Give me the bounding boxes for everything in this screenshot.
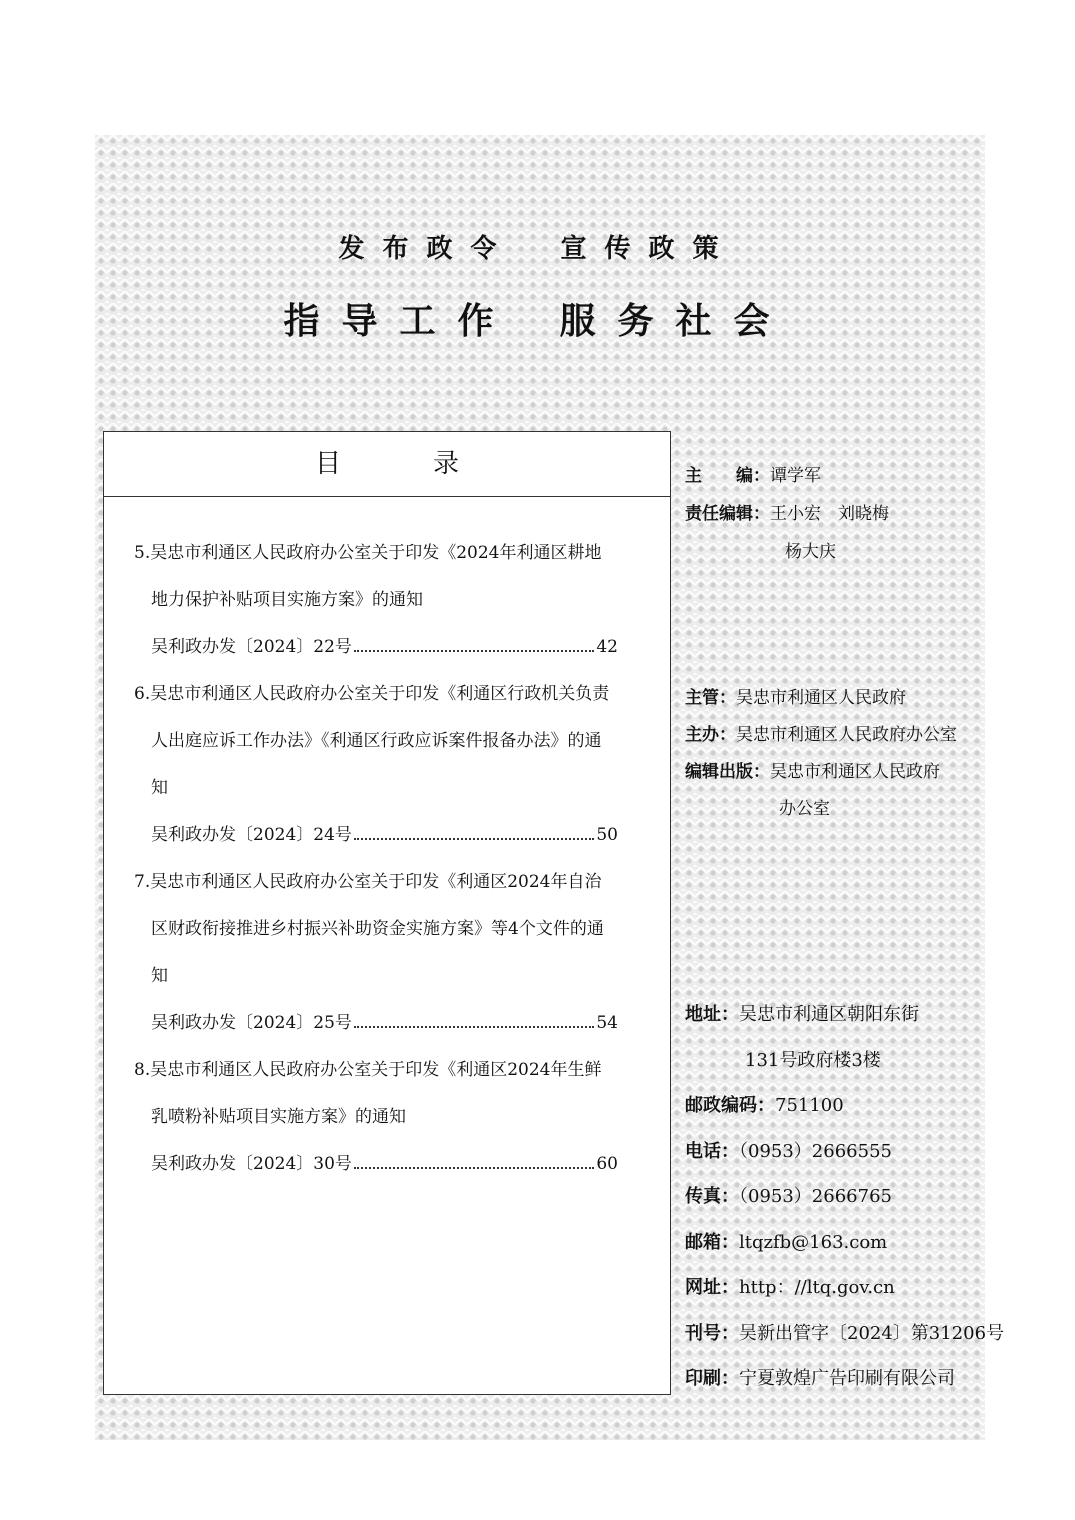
slogan-2-left: 指导工作 [283, 300, 516, 342]
editors-line [685, 495, 889, 533]
editorial-credits [685, 457, 889, 571]
toc-heading: 目录 [104, 432, 670, 497]
toc-entry-doc [134, 812, 618, 859]
website-label: 网址： [685, 1277, 739, 1298]
phone-value: （0953）2666555 [739, 1140, 892, 1162]
slogan-2-right: 服务社会 [559, 300, 792, 342]
slogan-1-left: 发布政令 [338, 234, 515, 264]
supervisor-line [685, 680, 957, 717]
email-label: 邮箱： [685, 1231, 739, 1253]
organization-info [685, 680, 957, 828]
toc-doc-number: 吴利政办发〔2024〕25号 [151, 1013, 352, 1033]
publisher-value: 吴忠市利通区人民政府 [770, 762, 940, 782]
issue-label: 刊号： [685, 1322, 739, 1344]
supervisor-label: 主管： [685, 688, 736, 708]
chief-editor-name: 谭学军 [770, 466, 821, 486]
editors-label: 责任编辑： [685, 504, 770, 524]
publisher-label: 编辑出版： [685, 762, 770, 782]
fax-value: （0953）2666765 [739, 1186, 892, 1207]
sponsor-line [685, 717, 957, 754]
toc-leader-dots [354, 650, 594, 652]
toc-entry-doc [134, 624, 618, 671]
contact-info [685, 992, 1004, 1402]
toc-page-number: 60 [596, 1154, 618, 1174]
sponsor-value: 吴忠市利通区人民政府办公室 [736, 725, 957, 745]
supervisor-value: 吴忠市利通区人民政府 [736, 688, 906, 708]
toc-entry-title: 7.吴忠市利通区人民政府办公室关于印发《利通区2024年自治区财政衔接推进乡村振兴补助资金实施方案》等4个文件的通知 [134, 872, 604, 986]
toc-doc-number: 吴利政办发〔2024〕24号 [151, 825, 352, 845]
publisher-line-2: 办公室 [779, 799, 830, 819]
slogan-1-right: 宣传政策 [560, 234, 737, 264]
toc-entry-doc [134, 1000, 618, 1047]
toc-page-number: 42 [596, 637, 618, 657]
toc-page-number: 54 [596, 1013, 618, 1033]
chief-editor-label: 主 编： [685, 466, 770, 486]
sponsor-label: 主办： [685, 725, 736, 745]
table-of-contents [103, 431, 671, 1395]
printer-line [685, 1356, 1004, 1402]
email-line [685, 1220, 1004, 1266]
printer-label: 印刷： [685, 1368, 739, 1389]
toc-entry-title: 8.吴忠市利通区人民政府办公室关于印发《利通区2024年生鲜乳喷粉补贴项目实施方案》的通知 [134, 1060, 602, 1127]
address-line-2: 131号政府楼3楼 [745, 1049, 881, 1071]
fax-label: 传真： [685, 1186, 739, 1207]
toc-entry[interactable] [134, 859, 618, 1047]
toc-doc-number: 吴利政办发〔2024〕22号 [151, 637, 352, 657]
slogan-line-1 [0, 228, 1075, 265]
address-label: 地址： [685, 1004, 739, 1025]
toc-entry-title: 6.吴忠市利通区人民政府办公室关于印发《利通区行政机关负责人出庭应诉工作办法》《利通区行政应诉案件报备办法》的通知 [134, 684, 610, 798]
postcode-label: 邮政编码： [685, 1095, 775, 1116]
postcode-line [685, 1083, 1004, 1129]
chief-editor-line [685, 457, 889, 495]
website-line [685, 1265, 1004, 1311]
toc-leader-dots [354, 838, 594, 840]
printer-value: 宁夏敦煌广告印刷有限公司 [739, 1368, 955, 1389]
editors-line-2: 杨大庆 [785, 542, 836, 562]
toc-entry[interactable] [134, 530, 618, 671]
editors-names: 王小宏 刘晓梅 [770, 504, 889, 524]
slogan-line-2 [0, 293, 1075, 344]
postcode-value: 751100 [775, 1095, 844, 1116]
fax-line [685, 1174, 1004, 1220]
publisher-line [685, 754, 957, 791]
toc-entry-doc [134, 1141, 618, 1188]
address-value: 吴忠市利通区朝阳东街 [739, 1004, 919, 1025]
phone-label: 电话： [685, 1140, 739, 1162]
issue-value: 吴新出管字〔2024〕第31206号 [739, 1322, 1005, 1344]
toc-leader-dots [354, 1167, 594, 1169]
toc-doc-number: 吴利政办发〔2024〕30号 [151, 1154, 352, 1174]
toc-entry-title: 5.吴忠市利通区人民政府办公室关于印发《2024年利通区耕地地力保护补贴项目实施方案》的通知 [134, 543, 602, 610]
toc-entry[interactable] [134, 1047, 618, 1188]
toc-list [104, 497, 670, 1188]
phone-line [685, 1129, 1004, 1175]
toc-leader-dots [354, 1026, 594, 1028]
toc-page-number: 50 [596, 825, 618, 845]
issue-line [685, 1311, 1004, 1357]
website-value[interactable]: http：//ltq.gov.cn [739, 1277, 895, 1298]
toc-entry[interactable] [134, 671, 618, 859]
address-line [685, 992, 1004, 1038]
email-value[interactable]: ltqzfb@163.com [739, 1231, 888, 1253]
